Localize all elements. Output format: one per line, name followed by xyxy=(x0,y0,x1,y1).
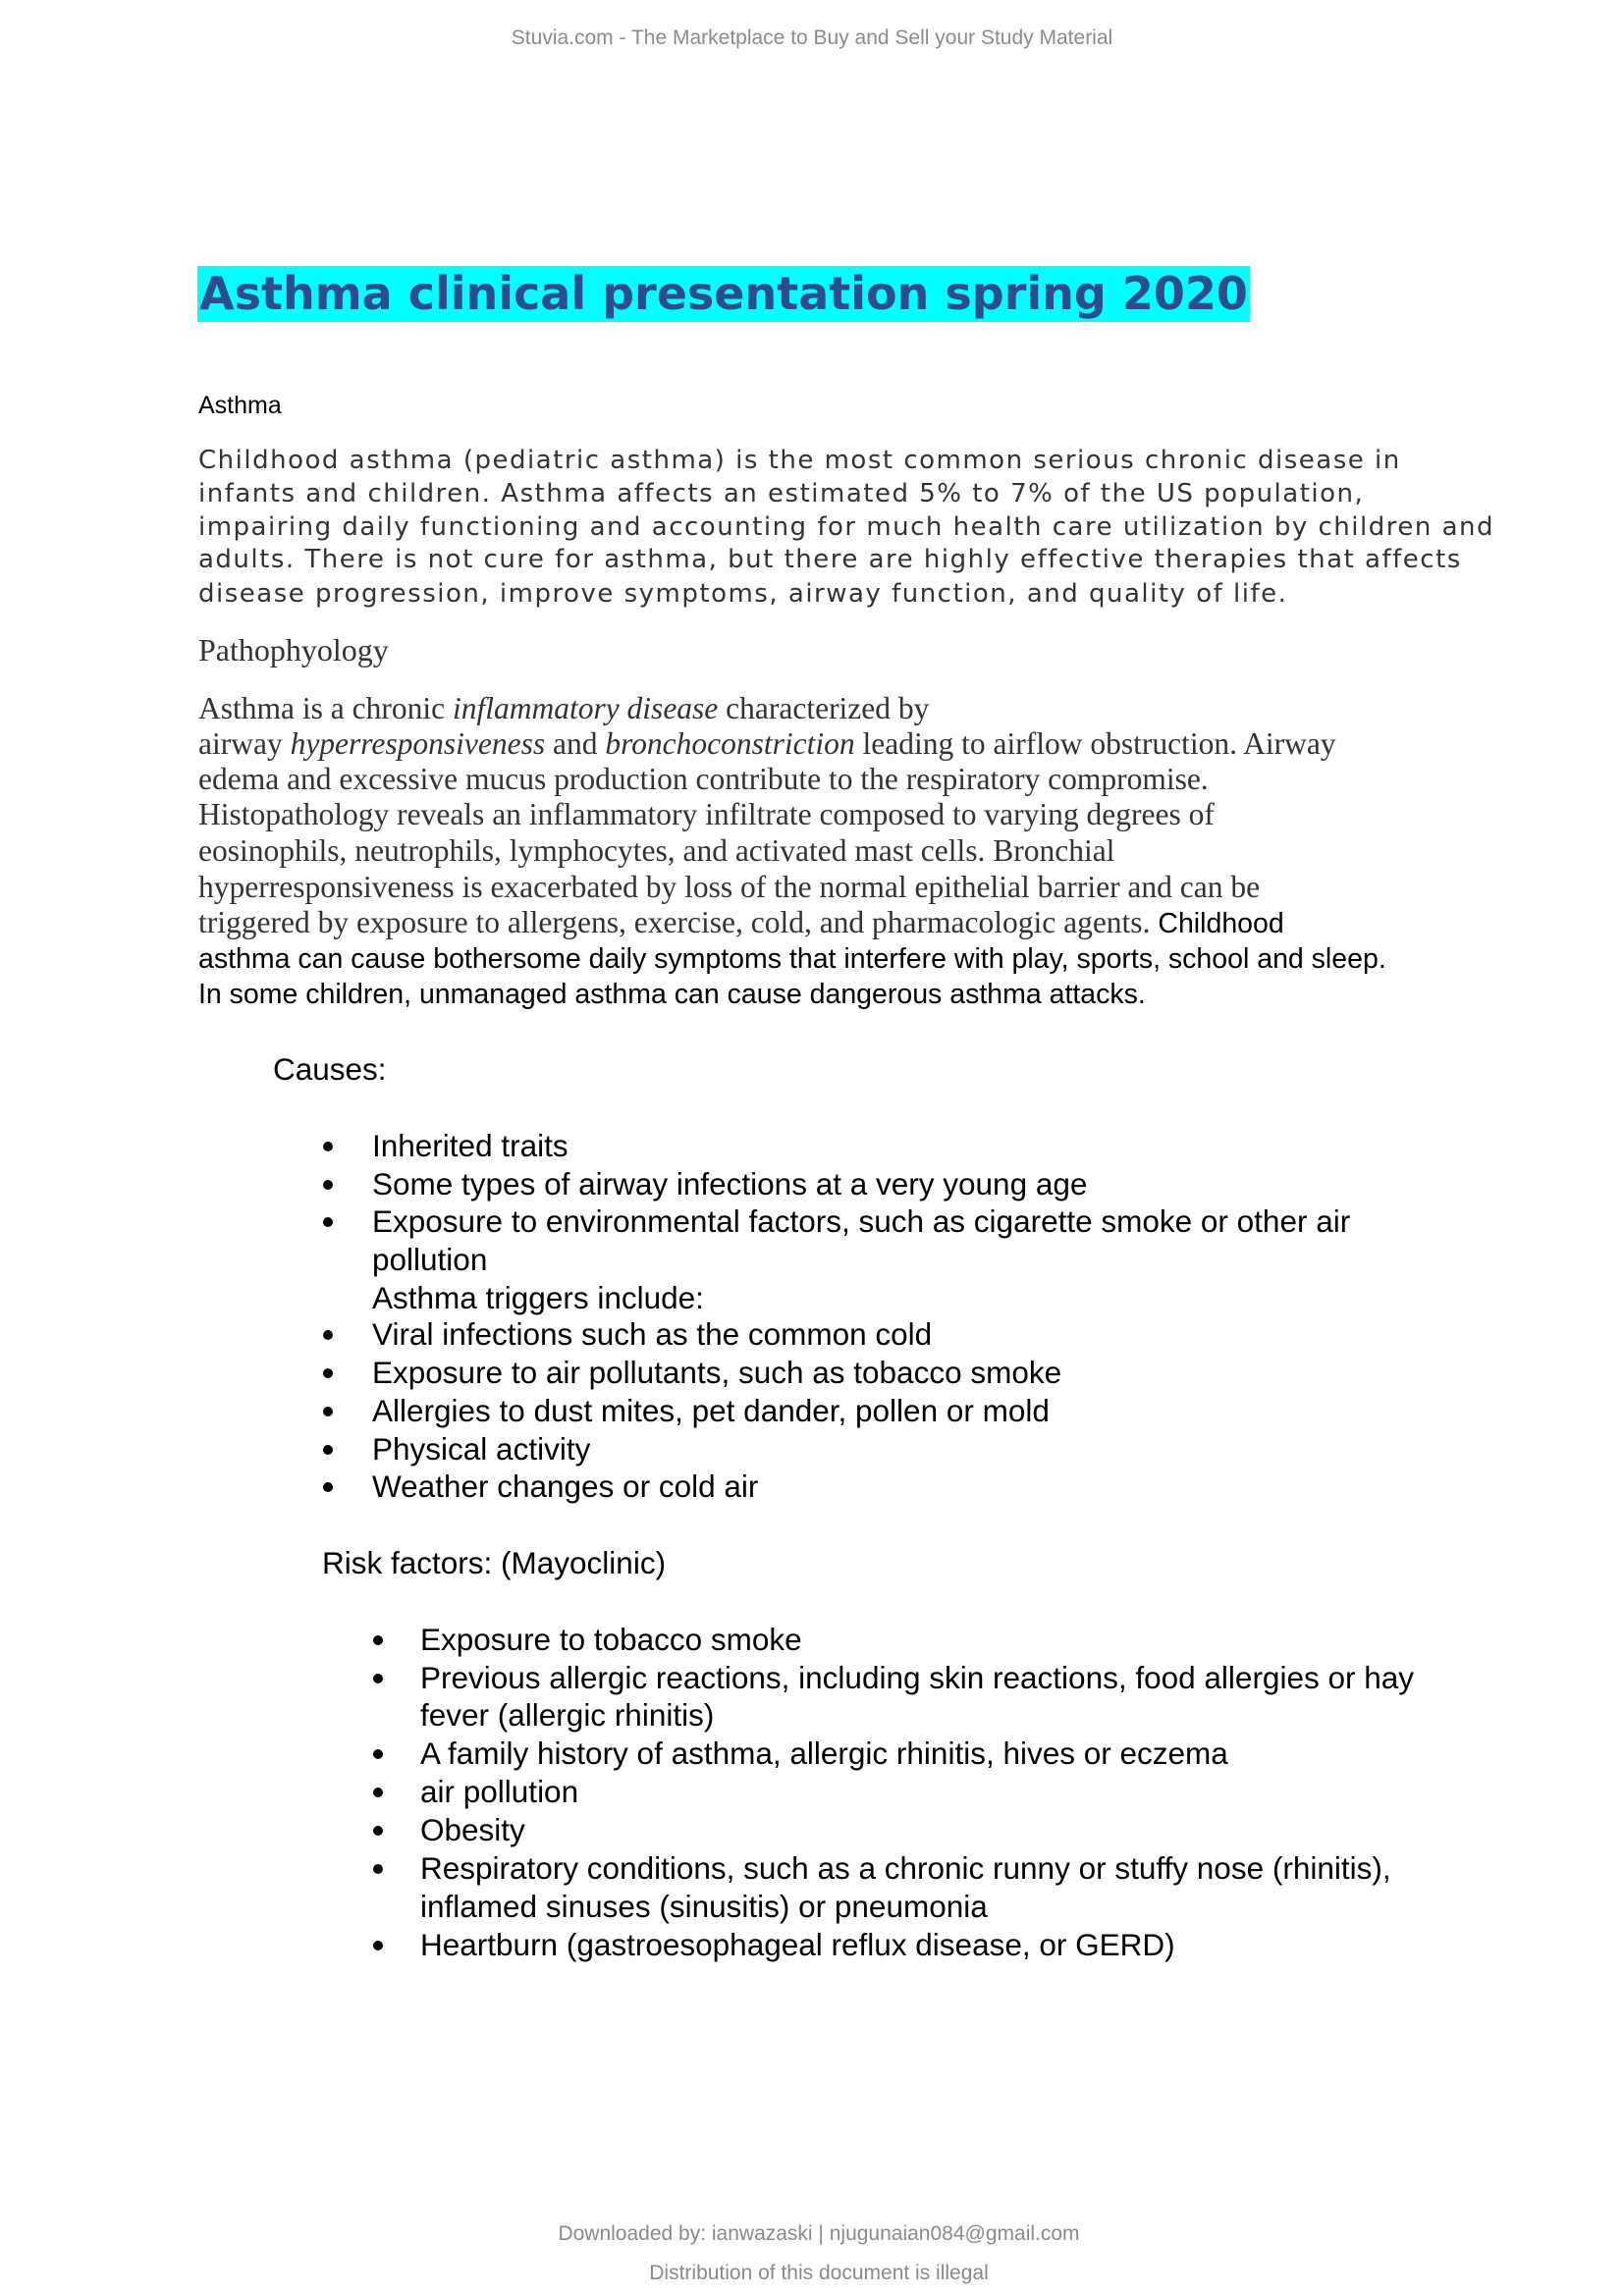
list-item-continuation: fever (allergic rhinitis) xyxy=(420,1697,715,1733)
patho-line: hyperresponsiveness is exacerbated by loss of the normal epithelial barrier and can be xyxy=(198,870,1261,904)
text: leading to airflow obstruction. Airway xyxy=(854,726,1336,761)
list-item: Exposure to environmental factors, such as cigarette smoke or other air xyxy=(372,1203,1351,1239)
list-item-continuation: inflamed sinuses (sinusitis) or pneumonia xyxy=(420,1889,988,1924)
patho-line xyxy=(198,904,1284,941)
download-info: Downloaded by: ianwazaski | njugunaian084@gmail.com xyxy=(558,2222,1080,2245)
bullet-icon xyxy=(323,1445,333,1455)
pathophysiology-heading: Pathophyology xyxy=(198,632,389,667)
emphasis: bronchoconstriction xyxy=(605,726,855,761)
patho-line xyxy=(198,690,929,727)
intro-line: disease progression, improve symptoms, airway function, and quality of life. xyxy=(198,579,1288,609)
bullet-icon xyxy=(373,1635,383,1645)
intro-line: adults. There is not cure for asthma, but there are highly effective therapies that affects xyxy=(198,545,1462,574)
list-item: Viral infections such as the common cold xyxy=(372,1316,933,1352)
section-label: Asthma xyxy=(198,392,282,419)
list-item-continuation: pollution xyxy=(372,1242,488,1277)
patho-line xyxy=(198,725,1336,763)
bullet-icon xyxy=(323,1217,333,1227)
list-item: Inherited traits xyxy=(372,1128,568,1163)
patho-line: Histopathology reveals an inflammatory infiltrate composed to varying degrees of xyxy=(198,797,1215,831)
list-item: Weather changes or cold air xyxy=(372,1468,759,1504)
list-item: Physical activity xyxy=(372,1431,591,1467)
patho-line: edema and excessive mucus production contribute to the respiratory compromise. xyxy=(198,762,1209,796)
list-item: Previous allergic reactions, including skin reactions, food allergies or hay xyxy=(420,1660,1415,1695)
text: Childhood xyxy=(1150,908,1284,939)
page-header: Stuvia.com - The Marketplace to Buy and Sell your Study Material xyxy=(511,27,1113,49)
text: triggered by exposure to allergens, exercise, cold, and pharmacologic agents. xyxy=(198,905,1151,939)
text: Asthma is a chronic xyxy=(198,691,453,725)
text: characterized by xyxy=(718,691,930,725)
patho-line: eosinophils, neutrophils, lymphocytes, and activated mast cells. Bronchial xyxy=(198,833,1115,868)
bullet-icon xyxy=(373,1788,383,1797)
list-item: Heartburn (gastroesophageal reflux disease, or GERD) xyxy=(420,1927,1175,1962)
text: and xyxy=(545,726,606,761)
document-title: Asthma clinical presentation spring 2020 xyxy=(199,267,1248,320)
bullet-icon xyxy=(323,1180,333,1190)
intro-line: impairing daily functioning and accounting for much health care utilization by children and xyxy=(198,512,1494,542)
distribution-notice: Distribution of this document is illegal xyxy=(649,2262,989,2284)
list-item: Respiratory conditions, such as a chronic runny or stuffy nose (rhinitis), xyxy=(420,1850,1391,1886)
bullet-icon xyxy=(373,1674,383,1683)
list-item: A family history of asthma, allergic rhinitis, hives or eczema xyxy=(420,1735,1228,1771)
list-item: air pollution xyxy=(420,1774,579,1809)
intro-line: infants and children. Asthma affects an estimated 5% to 7% of the US population, xyxy=(198,479,1365,508)
list-item: Some types of airway infections at a very young age xyxy=(372,1166,1088,1201)
bullet-icon xyxy=(323,1142,333,1151)
patho-line: In some children, unmanaged asthma can cause dangerous asthma attacks. xyxy=(198,979,1146,1010)
bullet-icon xyxy=(373,1941,383,1950)
bullet-icon xyxy=(373,1864,383,1874)
list-item: Allergies to dust mites, pet dander, pollen or mold xyxy=(372,1393,1050,1428)
bullet-icon xyxy=(373,1749,383,1759)
risk-factors-heading: Risk factors: (Mayoclinic) xyxy=(322,1545,667,1580)
bullet-icon xyxy=(323,1368,333,1378)
list-item: Obesity xyxy=(420,1812,525,1847)
bullet-icon xyxy=(373,1826,383,1836)
intro-line: Childhood asthma (pediatric asthma) is the most common serious chronic disease in xyxy=(198,446,1401,475)
causes-heading: Causes: xyxy=(273,1051,387,1087)
text: airway xyxy=(198,726,291,761)
emphasis: hyperresponsiveness xyxy=(290,726,546,761)
bullet-icon xyxy=(323,1407,333,1416)
patho-line: asthma can cause bothersome daily symptoms that interfere with play, sports, school and sleep. xyxy=(198,943,1386,975)
triggers-subheading: Asthma triggers include: xyxy=(372,1280,704,1315)
list-item: Exposure to air pollutants, such as tobacco smoke xyxy=(372,1355,1062,1390)
emphasis: inflammatory disease xyxy=(452,691,719,725)
bullet-icon xyxy=(323,1330,333,1340)
list-item: Exposure to tobacco smoke xyxy=(420,1622,802,1657)
bullet-icon xyxy=(323,1482,333,1492)
